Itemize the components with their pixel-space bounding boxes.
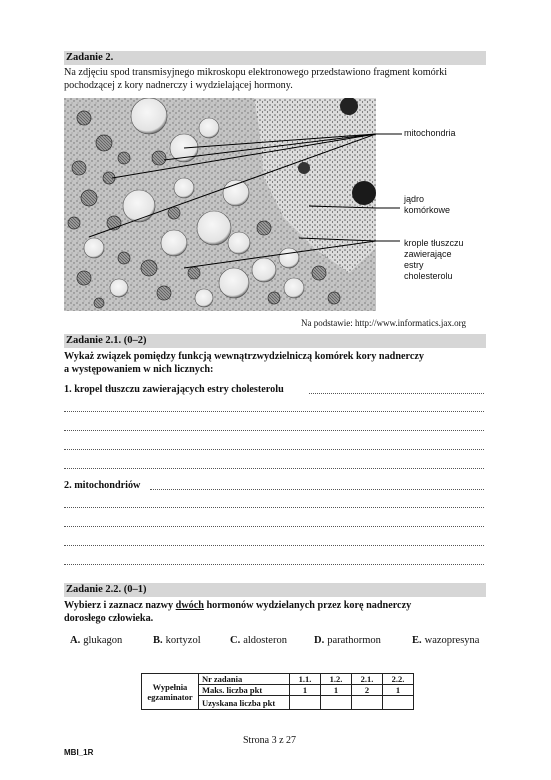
task-2-1-prompt-line-2: a występowaniem w nich licznych: xyxy=(64,364,214,375)
answer-line-2-5[interactable] xyxy=(64,564,484,565)
obtained-points-cell[interactable] xyxy=(290,696,321,710)
option-e-letter: E. xyxy=(412,635,422,646)
task-2-1-header-bar xyxy=(64,334,486,348)
answer-line-2-2[interactable] xyxy=(64,507,484,508)
max-points-cell: 1 xyxy=(383,685,414,696)
option-b-text: kortyzol xyxy=(165,635,201,646)
exam-code: MBI_1R xyxy=(64,748,94,757)
label-nucleus-1: jądro xyxy=(404,194,425,204)
task-2-header-bar xyxy=(64,51,486,65)
task-2-1-item-2: 2. mitochondriów xyxy=(64,480,141,491)
label-mitochondria: mitochondria xyxy=(404,128,456,138)
option-c-text: aldosteron xyxy=(243,635,287,646)
obtained-points-cell[interactable] xyxy=(321,696,352,710)
answer-line-2-3[interactable] xyxy=(64,526,484,527)
task-2-2-prompt-line-2: dorosłego człowieka. xyxy=(64,613,154,624)
answer-line-1-5[interactable] xyxy=(64,468,484,469)
examiner-table xyxy=(141,673,414,710)
examiner-side-line-1: Wypełnia xyxy=(152,681,188,692)
row-label-obtained-points: Uzyskana liczba pkt xyxy=(199,696,290,710)
max-points-cell: 1 xyxy=(290,685,321,696)
option-c[interactable] xyxy=(230,635,287,646)
answer-line-1-1[interactable] xyxy=(309,393,484,394)
task-2-1-prompt-line-1: Wykaż związek pomiędzy funkcją wewnątrzwydzielniczą komórek kory nadnerczy xyxy=(64,351,425,362)
option-e[interactable] xyxy=(412,635,479,646)
task-number-cell: 1.2. xyxy=(321,674,352,685)
task-2-intro-line-2: pochodzącej z kory nadnerczy i wydzielającej hormony. xyxy=(64,80,293,91)
obtained-points-cell[interactable] xyxy=(352,696,383,710)
max-points-cell: 2 xyxy=(352,685,383,696)
label-droplets-2: zawierające xyxy=(404,249,452,259)
row-label-max-points: Maks. liczba pkt xyxy=(199,685,290,696)
option-b[interactable] xyxy=(153,635,201,646)
option-d-text: parathormon xyxy=(327,635,381,646)
task-2-2-header-bar xyxy=(64,583,486,597)
page-number: Strona 3 z 27 xyxy=(243,735,297,746)
max-points-cell: 1 xyxy=(321,685,352,696)
answer-line-1-3[interactable] xyxy=(64,430,484,431)
label-droplets-4: cholesterolu xyxy=(404,271,453,281)
task-number-cell: 2.2. xyxy=(383,674,414,685)
option-a-text: glukagon xyxy=(83,635,123,646)
label-droplets-1: krople tłuszczu xyxy=(404,238,464,248)
task-number-cell: 1.1. xyxy=(290,674,321,685)
task-number-cell: 2.1. xyxy=(352,674,383,685)
answer-line-2-1[interactable] xyxy=(150,489,484,490)
task-2-2-header: Zadanie 2.2. (0–1) xyxy=(66,584,147,595)
label-nucleus-2: komórkowe xyxy=(404,205,451,215)
task-2-header: Zadanie 2. xyxy=(66,52,114,63)
prompt-part-a: Wybierz i zaznacz nazwy xyxy=(64,600,176,611)
option-e-text: wazopresyna xyxy=(424,635,480,646)
option-a-letter: A. xyxy=(70,635,81,646)
task-2-1-item-1: 1. kropel tłuszczu zawierających estry cholesterolu xyxy=(64,384,284,395)
answer-line-1-2[interactable] xyxy=(64,411,484,412)
answer-line-1-4[interactable] xyxy=(64,449,484,450)
image-source: Na podstawie: http://www.informatics.jax.org xyxy=(301,318,466,328)
option-a[interactable] xyxy=(70,635,122,646)
label-leader-lines xyxy=(376,98,406,258)
prompt-part-b: hormonów wydzielanych przez korę nadnerczy xyxy=(203,600,412,611)
examiner-side-line-2: egzaminator xyxy=(147,691,193,702)
option-b-letter: B. xyxy=(153,635,163,646)
option-d-letter: D. xyxy=(314,635,325,646)
task-2-intro-line-1: Na zdjęciu spod transmisyjnego mikroskopu elektronowego przedstawiono fragment komórki xyxy=(64,67,448,78)
task-2-1-header: Zadanie 2.1. (0–2) xyxy=(66,335,147,346)
obtained-points-cell[interactable] xyxy=(383,696,414,710)
task-2-2-prompt-line-1 xyxy=(64,599,411,612)
examiner-side-label xyxy=(142,674,199,710)
label-droplets-3: estry xyxy=(404,260,424,270)
answer-line-2-4[interactable] xyxy=(64,545,484,546)
option-d[interactable] xyxy=(314,635,381,646)
option-c-letter: C. xyxy=(230,635,241,646)
prompt-underlined-word: dwóch xyxy=(175,600,204,611)
electron-micrograph xyxy=(64,98,376,311)
row-label-task-number: Nr zadania xyxy=(199,674,290,685)
